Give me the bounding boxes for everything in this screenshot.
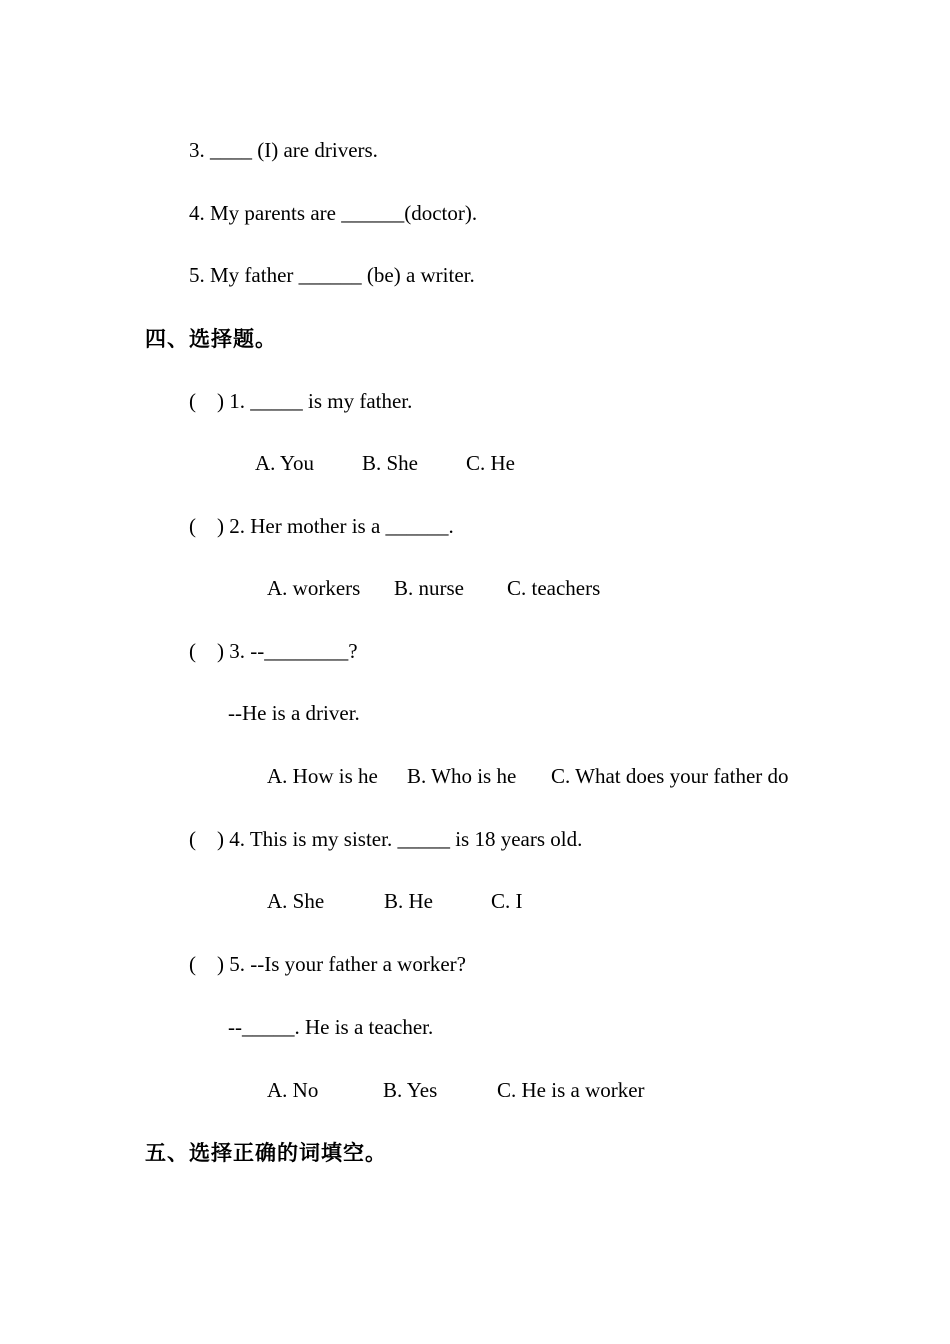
fill-in-item-4: 4. My parents are ______(doctor).	[189, 201, 478, 225]
question-2-option-a: A. workers	[267, 576, 361, 600]
question-2-option-c: C. teachers	[507, 576, 601, 600]
question-4-option-c: C. I	[491, 889, 523, 913]
question-5-option-a: A. No	[267, 1078, 319, 1102]
section-5-heading: 五、选择正确的词填空。	[145, 1141, 387, 1165]
question-4-option-a: A. She	[267, 889, 325, 913]
question-1-option-b: B. She	[362, 451, 419, 475]
fill-in-item-3: 3. ____ (I) are drivers.	[189, 138, 378, 162]
question-1-option-c: C. He	[466, 451, 515, 475]
question-1-stem: ( ) 1. _____ is my father.	[189, 389, 413, 413]
section-4-heading: 四、选择题。	[145, 327, 277, 351]
question-5-stem: ( ) 5. --Is your father a worker?	[189, 952, 466, 976]
question-4-option-b: B. He	[384, 889, 433, 913]
question-5-option-b: B. Yes	[383, 1078, 438, 1102]
question-1-option-a: A. You	[255, 451, 314, 475]
question-3-reply: --He is a driver.	[228, 701, 360, 725]
question-3-option-b: B. Who is he	[407, 764, 517, 788]
question-3-option-c: C. What does your father do	[551, 764, 789, 788]
question-2-stem: ( ) 2. Her mother is a ______.	[189, 514, 454, 538]
fill-in-item-5: 5. My father ______ (be) a writer.	[189, 263, 475, 287]
question-5-reply: --_____. He is a teacher.	[228, 1015, 434, 1039]
question-3-stem: ( ) 3. --________?	[189, 639, 358, 663]
question-2-option-b: B. nurse	[394, 576, 464, 600]
question-3-option-a: A. How is he	[267, 764, 378, 788]
question-4-stem: ( ) 4. This is my sister. _____ is 18 years old.	[189, 827, 583, 851]
question-5-option-c: C. He is a worker	[497, 1078, 645, 1102]
